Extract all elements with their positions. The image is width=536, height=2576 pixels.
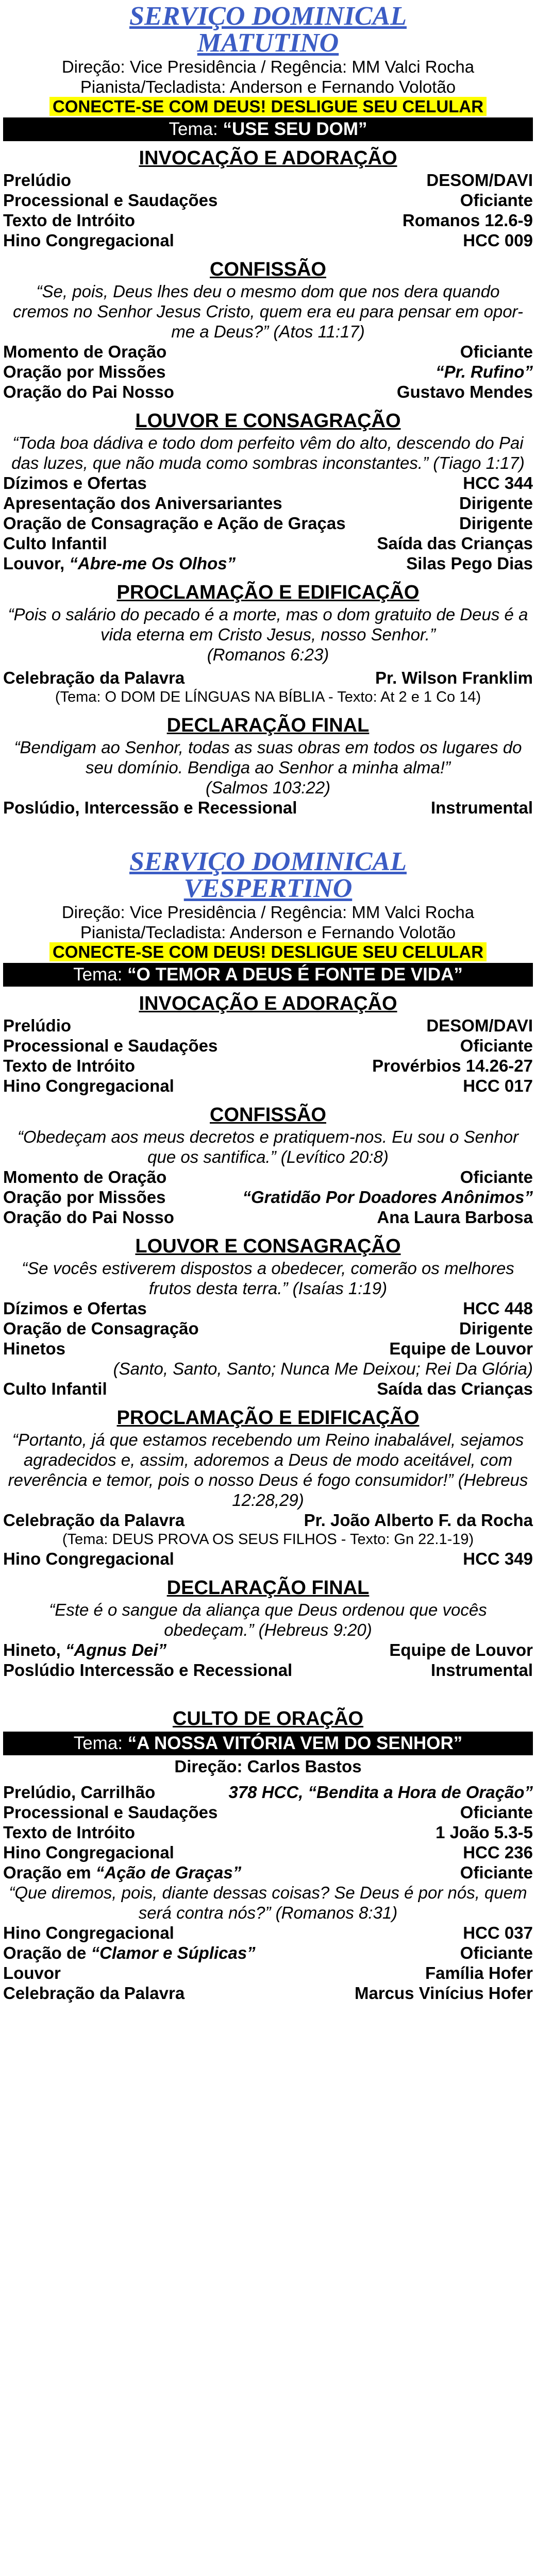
bible-quote: “Se vocês estiverem dispostos a obedecer, comerão os melhores frutos desta terra.” (Isaías 1:19) (22, 1259, 514, 1298)
hinetos-list: (Santo, Santo, Santo; Nunca Me Deixou; Rei Da Glória) (113, 1359, 533, 1378)
row-label: Prelúdio (3, 171, 72, 190)
row-label: Louvor (3, 1963, 61, 1982)
section-title-confissao: CONFISSÃO (210, 1104, 326, 1126)
theme-text: “A NOSSA VITÓRIA VEM DO SENHOR” (127, 1733, 463, 1753)
row-value: Instrumental (430, 1660, 533, 1680)
row-value: Romanos 12.6-9 (402, 211, 533, 230)
row-label: Prelúdio, Carrilhão (3, 1783, 156, 1802)
theme-bar (3, 963, 533, 987)
row-label: Hino Congregacional (3, 1076, 174, 1095)
row-label: Oração de Consagração (3, 1319, 199, 1338)
program-row (3, 1660, 533, 1680)
row-value: 378 HCC, “Bendita a Hora de Oração” (228, 1783, 533, 1802)
row-value: Provérbios 14.26-27 (372, 1056, 533, 1075)
service-title (3, 849, 533, 902)
row-value: Pr. Wilson Franklim (375, 668, 533, 687)
row-value: Dirigente (459, 494, 533, 513)
row-label-prefix: Oração em (3, 1863, 96, 1882)
row-value: Oficiante (460, 1803, 533, 1822)
row-label: Celebração da Palavra (3, 1984, 185, 2003)
row-value: Dirigente (459, 514, 533, 533)
phone-warning-text: CONECTE-SE COM DEUS! DESLIGUE SEU CELULAR (49, 942, 487, 961)
program-row (3, 1167, 533, 1187)
program-row (3, 513, 533, 533)
service-title-line1: SERVIÇO DOMINICAL (129, 847, 407, 876)
row-value: DESOM/DAVI (426, 1016, 533, 1035)
section-title-louvor: LOUVOR E CONSAGRAÇÃO (135, 1235, 401, 1257)
bible-quote: “Bendigam ao Senhor, todas as suas obras em todos os lugares do seu domínio. Bendiga ao Senhor a minha alma!” (14, 738, 522, 777)
row-label: Dízimos e Ofertas (3, 473, 147, 493)
program-row (3, 1338, 533, 1359)
row-value: Pr. João Alberto F. da Rocha (304, 1511, 533, 1530)
row-label: Hino Congregacional (3, 1549, 174, 1568)
bulletin-page (0, 3, 536, 2003)
program-row (3, 210, 533, 230)
program-row (3, 190, 533, 210)
row-label-prefix: Oração de (3, 1943, 91, 1962)
program-row (3, 1549, 533, 1569)
row-label (3, 1640, 166, 1660)
row-label: Processional e Saudações (3, 1803, 218, 1822)
row-label: Oração de Consagração e Ação de Graças (3, 514, 346, 533)
section-title-invocacao: INVOCAÇÃO E ADORAÇÃO (139, 993, 397, 1014)
phone-warning (3, 942, 533, 962)
theme-label: Tema: (169, 119, 223, 139)
program-row (3, 382, 533, 402)
row-label: Hinetos (3, 1339, 66, 1358)
program-row (3, 230, 533, 250)
section-title-louvor: LOUVOR E CONSAGRAÇÃO (135, 410, 401, 432)
program-row (3, 1015, 533, 1036)
row-value: Gustavo Mendes (396, 382, 533, 401)
row-value: “Pr. Rufino” (435, 362, 533, 381)
program-row (3, 1862, 533, 1883)
row-label-prefix: Louvor, (3, 554, 70, 573)
row-value: Oficiante (460, 1943, 533, 1962)
program-row (3, 1782, 533, 1802)
row-label: Texto de Intróito (3, 1056, 136, 1075)
row-label: Poslúdio Intercessão e Recessional (3, 1660, 293, 1680)
row-value: DESOM/DAVI (426, 171, 533, 190)
program-row (3, 1187, 533, 1207)
program-row (3, 1640, 533, 1660)
theme-label: Tema: (73, 1733, 128, 1753)
program-row (3, 1822, 533, 1842)
row-label: Culto Infantil (3, 534, 107, 553)
direcao-text: Direção: Vice Presidência / Regência: MM Valci Rocha (61, 57, 475, 76)
pianista-text: Pianista/Tecladista: Anderson e Fernando Volotão (80, 923, 456, 942)
bible-quote: “Obedeçam aos meus decretos e pratiquem-nos. Eu sou o Senhor que os santifica.” (Levítico 20:8) (17, 1127, 519, 1166)
row-value: HCC 448 (463, 1299, 533, 1318)
prayer-title: “Ação de Graças” (95, 1863, 242, 1882)
row-label: Momento de Oração (3, 1167, 167, 1187)
row-label: Dízimos e Ofertas (3, 1299, 147, 1318)
row-value: Oficiante (460, 1167, 533, 1187)
row-label (3, 1862, 241, 1883)
service-title (3, 3, 533, 57)
program-row (3, 1510, 533, 1530)
program-row (3, 668, 533, 688)
program-row (3, 1379, 533, 1399)
row-value: Equipe de Louvor (389, 1339, 533, 1358)
program-row (3, 1943, 533, 1963)
row-label: Celebração da Palavra (3, 1511, 185, 1530)
phone-warning (3, 97, 533, 116)
row-value: HCC 236 (463, 1843, 533, 1862)
program-row (3, 342, 533, 362)
program-row (3, 170, 533, 190)
section-title-confissao: CONFISSÃO (210, 259, 326, 280)
row-label: Hino Congregacional (3, 1923, 174, 1942)
section-title-proclamacao: PROCLAMAÇÃO E EDIFICAÇÃO (116, 582, 420, 603)
program-row (3, 553, 533, 573)
service-matutino (3, 3, 533, 818)
culto-oracao (3, 1707, 533, 2003)
service-title-line1: SERVIÇO DOMINICAL (129, 2, 407, 31)
row-value: Oficiante (460, 342, 533, 361)
bible-reference: (Romanos 6:23) (207, 645, 329, 664)
row-value: “Gratidão Por Doadores Anônimos” (242, 1188, 533, 1207)
theme-text: “O TEMOR A DEUS É FONTE DE VIDA” (127, 964, 463, 985)
row-label: Hino Congregacional (3, 1843, 174, 1862)
bible-quote: “Que diremos, pois, diante dessas coisas? Se Deus é por nós, quem será contra nós?” (Romanos 8:31) (9, 1883, 527, 1922)
row-value: Equipe de Louvor (389, 1640, 533, 1659)
theme-bar (3, 117, 533, 141)
theme-bar (3, 1732, 533, 1755)
program-row (3, 1923, 533, 1943)
row-value: Saída das Crianças (377, 534, 533, 553)
row-value: Oficiante (460, 1036, 533, 1055)
row-value: HCC 344 (463, 473, 533, 493)
bible-quote: “Portanto, já que estamos recebendo um Reino inabalável, sejamos agradecidos e, assim, adoremos a Deus de modo aceitável, com reverência e temor, pois o nosso Deus é fogo consumidor!” (Hebreus 12:28,29) (8, 1430, 528, 1510)
service-title-line2: VESPERTINO (183, 874, 353, 903)
prayer-title: “Clamor e Súplicas” (91, 1943, 256, 1962)
phone-warning-text: CONECTE-SE COM DEUS! DESLIGUE SEU CELULAR (49, 97, 487, 116)
row-value: HCC 017 (463, 1076, 533, 1095)
pianista-text: Pianista/Tecladista: Anderson e Fernando Volotão (80, 77, 456, 96)
row-value: Marcus Vinícius Hofer (354, 1984, 533, 2003)
program-row (3, 1802, 533, 1822)
program-row (3, 362, 533, 382)
row-value: Saída das Crianças (377, 1379, 533, 1398)
culto-title: CULTO DE ORAÇÃO (172, 1708, 364, 1730)
program-row (3, 798, 533, 818)
theme-text: “USE SEU DOM” (223, 119, 367, 139)
row-label (3, 553, 236, 573)
song-title: “Abre-me Os Olhos” (69, 554, 236, 573)
row-value: Instrumental (430, 798, 533, 817)
row-value: Oficiante (460, 191, 533, 210)
row-label: Hino Congregacional (3, 231, 174, 250)
row-value: Ana Laura Barbosa (377, 1208, 533, 1227)
bible-quote: “Este é o sangue da aliança que Deus ordenou que vocês obedeçam.” (Hebreus 9:20) (49, 1600, 487, 1639)
row-value: Oficiante (460, 1863, 533, 1882)
row-label: Oração por Missões (3, 362, 166, 381)
row-label: Processional e Saudações (3, 1036, 218, 1055)
row-label (3, 1943, 256, 1963)
row-label: Momento de Oração (3, 342, 167, 361)
direcao-text: Direção: Vice Presidência / Regência: MM Valci Rocha (61, 903, 475, 922)
program-row (3, 1983, 533, 2003)
row-value: Família Hofer (425, 1963, 533, 1982)
row-label: Processional e Saudações (3, 191, 218, 210)
row-value: HCC 349 (463, 1549, 533, 1568)
bible-quote: “Pois o salário do pecado é a morte, mas o dom gratuito de Deus é a vida eterna em Cristo Jesus, nosso Senhor.” (8, 605, 528, 644)
program-row (3, 1056, 533, 1076)
sermon-note: (Tema: O DOM DE LÍNGUAS NA BÍBLIA - Texto: At 2 e 1 Co 14) (55, 689, 481, 705)
program-row (3, 1076, 533, 1096)
row-label: Apresentação dos Aniversariantes (3, 494, 282, 513)
row-label: Oração por Missões (3, 1188, 166, 1207)
bible-quote: “Se, pois, Deus lhes deu o mesmo dom que nos dera quando cremos no Senhor Jesus Cristo, quem era eu para pensar em opor-me a Deus?” (Atos 11:17) (13, 282, 523, 341)
row-label: Culto Infantil (3, 1379, 107, 1398)
program-row (3, 533, 533, 553)
row-value: Dirigente (459, 1319, 533, 1338)
sermon-note: (Tema: DEUS PROVA OS SEUS FILHOS - Texto: Gn 22.1-19) (62, 1531, 474, 1548)
section-title-declaracao: DECLARAÇÃO FINAL (166, 715, 370, 736)
program-row (3, 1298, 533, 1318)
program-row (3, 1207, 533, 1227)
section-title-declaracao: DECLARAÇÃO FINAL (166, 1577, 370, 1599)
bible-reference: (Salmos 103:22) (205, 778, 331, 797)
program-row (3, 493, 533, 513)
row-label-prefix: Hineto, (3, 1640, 65, 1659)
program-row (3, 1842, 533, 1862)
row-value: HCC 037 (463, 1923, 533, 1942)
program-row (3, 1963, 533, 1983)
section-title-proclamacao: PROCLAMAÇÃO E EDIFICAÇÃO (116, 1407, 420, 1429)
song-title: “Agnus Dei” (65, 1640, 167, 1659)
direcao-text: Direção: Carlos Bastos (174, 1757, 362, 1776)
row-value: 1 João 5.3-5 (435, 1823, 533, 1842)
theme-label: Tema: (73, 964, 128, 985)
row-label: Oração do Pai Nosso (3, 1208, 174, 1227)
service-title-line2: MATUTINO (197, 28, 339, 58)
row-value: HCC 009 (463, 231, 533, 250)
program-row (3, 1036, 533, 1056)
row-label: Texto de Intróito (3, 211, 136, 230)
row-label: Celebração da Palavra (3, 668, 185, 687)
section-title-invocacao: INVOCAÇÃO E ADORAÇÃO (139, 147, 397, 169)
service-vespertino (3, 849, 533, 1680)
row-label: Oração do Pai Nosso (3, 382, 174, 401)
program-row (3, 1318, 533, 1338)
bible-quote: “Toda boa dádiva e todo dom perfeito vêm do alto, descendo do Pai das luzes, que não muda como sombras inconstantes.” (Tiago 1:17) (11, 433, 525, 472)
row-label: Poslúdio, Intercessão e Recessional (3, 798, 297, 817)
program-row (3, 473, 533, 493)
row-label: Prelúdio (3, 1016, 72, 1035)
row-label: Texto de Intróito (3, 1823, 136, 1842)
row-value: Silas Pego Dias (406, 554, 533, 573)
